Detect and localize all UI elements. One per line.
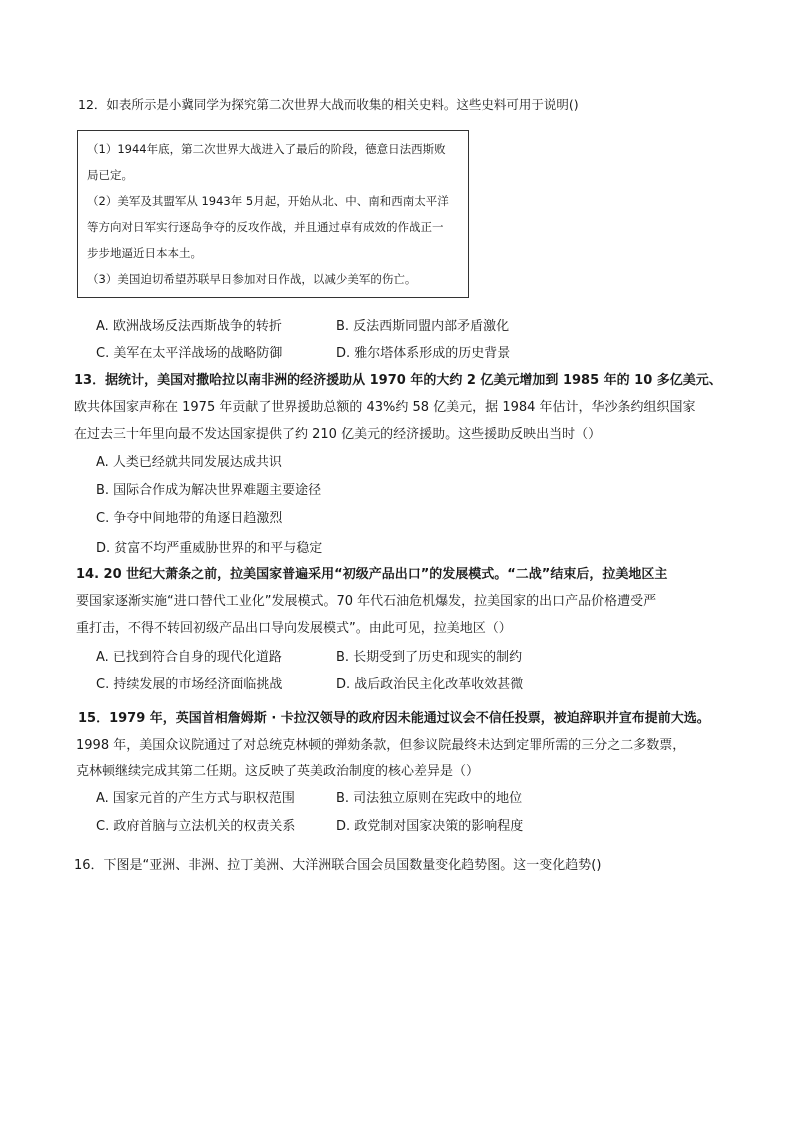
q12-source-line: 局已定。: [87, 168, 133, 182]
q13-stem-line: 在过去三十年里向最不发达国家提供了约 210 亿美元的经济援助。这些援助反映出当时（）: [74, 427, 602, 442]
q14-option-c[interactable]: C. 持续发展的市场经济面临挑战: [96, 677, 283, 692]
q13-option-a[interactable]: A. 人类已经就共同发展达成共识: [96, 455, 282, 470]
q12-source-line: （1）1944年底，第二次世界大战进入了最后的阶段，德意日法西斯败: [87, 142, 446, 156]
q13-option-b[interactable]: B. 国际合作成为解决世界难题主要途径: [96, 483, 322, 498]
q15-stem-line: 1998 年，美国众议院通过了对总统克林顿的弹劾条款，但参议院最终未达到定罪所需的三分之二多数票，: [76, 738, 686, 753]
q12-option-c[interactable]: C. 美军在太平洋战场的战略防御: [96, 346, 283, 361]
q16-stem: 16．下图是“亚洲、非洲、拉丁美洲、大洋洲联合国会员国数量变化趋势图。这一变化趋势(): [74, 858, 602, 873]
q12-option-b[interactable]: B. 反法西斯同盟内部矛盾激化: [336, 319, 510, 334]
q12-stem: 12．如表所示是小冀同学为探究第二次世界大战而收集的相关史料。这些史料可用于说明(): [78, 97, 579, 112]
q14-stem-line: 14. 20 世纪大萧条之前，拉美国家普遍采用“初级产品出口”的发展模式。“二战”结束后，拉美地区主: [76, 567, 668, 582]
q14-option-a[interactable]: A. 已找到符合自身的现代化道路: [96, 650, 282, 665]
q12-source-box: [77, 130, 469, 298]
q15-option-a[interactable]: A. 国家元首的产生方式与职权范围: [96, 791, 295, 806]
q12-source-line: 等方向对日军实行逐岛争夺的反攻作战，并且通过卓有成效的作战正一: [87, 220, 444, 234]
q15-option-b[interactable]: B. 司法独立原则在宪政中的地位: [336, 791, 523, 806]
q15-option-d[interactable]: D. 政党制对国家决策的影响程度: [336, 819, 524, 834]
q13-option-c[interactable]: C. 争夺中间地带的角逐日趋激烈: [96, 511, 283, 526]
q13-stem-line: 欧共体国家声称在 1975 年贡献了世界援助总额的 43%约 58 亿美元，据 1984 年估计，华沙条约组织国家: [74, 400, 696, 415]
q12-source-line: （3）美国迫切希望苏联早日参加对日作战，以减少美军的伤亡。: [87, 272, 417, 286]
q12-source-line: 步步地逼近日本本土。: [87, 246, 202, 260]
q13-option-d[interactable]: D. 贫富不均严重威胁世界的和平与稳定: [96, 541, 323, 556]
q13-stem-line: 13．据统计，美国对撒哈拉以南非洲的经济援助从 1970 年的大约 2 亿美元增加到 1985 年的 10 多亿美元、: [74, 373, 722, 388]
q15-option-c[interactable]: C. 政府首脑与立法机关的权责关系: [96, 819, 296, 834]
q15-stem-line: 15．1979 年，英国首相詹姆斯 · 卡拉汉领导的政府因未能通过议会不信任投票，被迫辞职并宣布提前大选。: [78, 711, 710, 726]
q12-source-line: （2）美军及其盟军从 1943年 5月起，开始从北、中、南和西南太平洋: [87, 194, 449, 208]
q15-stem-line: 克林顿继续完成其第二任期。这反映了英美政治制度的核心差异是（）: [76, 764, 480, 779]
q14-stem-line: 重打击，不得不转回初级产品出口导向发展模式”。由此可见，拉美地区（）: [76, 621, 512, 636]
q14-option-d[interactable]: D. 战后政治民主化改革收效甚微: [336, 677, 524, 692]
q14-stem-line: 要国家逐渐实施“进口替代工业化”发展模式。70 年代石油危机爆发，拉美国家的出口产品价格遭受严: [76, 594, 657, 609]
q12-option-d[interactable]: D. 雅尔塔体系形成的历史背景: [336, 346, 511, 361]
q12-option-a[interactable]: A. 欧洲战场反法西斯战争的转折: [96, 319, 282, 334]
q14-option-b[interactable]: B. 长期受到了历史和现实的制约: [336, 650, 523, 665]
